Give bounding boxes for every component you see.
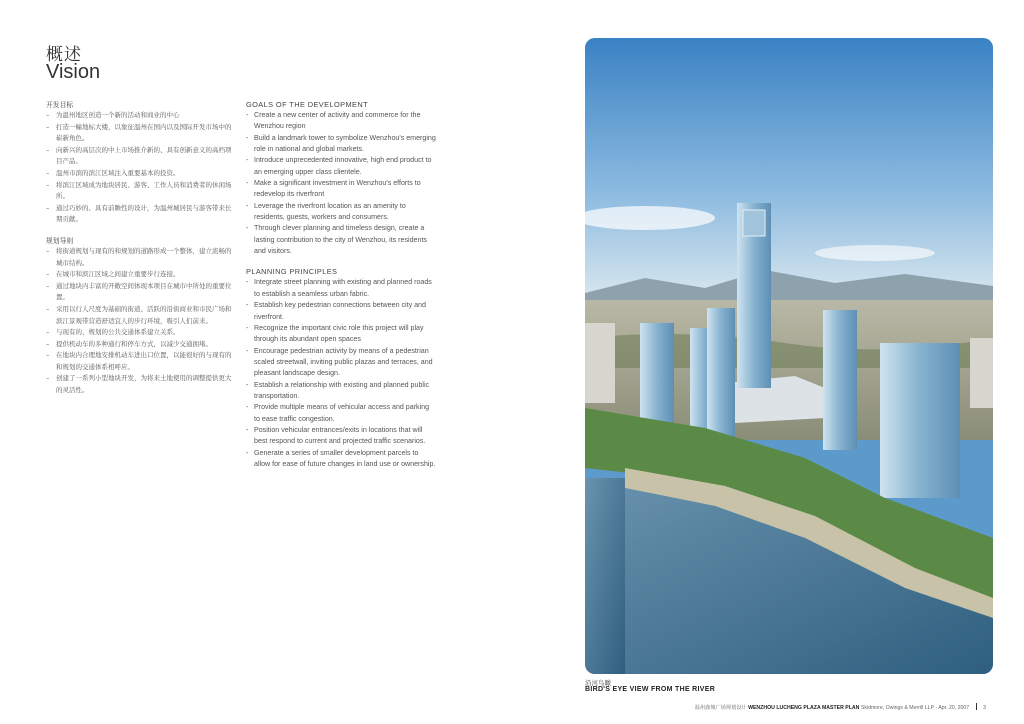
list-item: – 打造一幢地标大楼，以象征温州在国内以及国际开发市场中的崭新角色。 — [46, 122, 236, 145]
building — [970, 338, 993, 408]
english-column — [246, 100, 436, 470]
list-item: – 通过巧妙的、具有前瞻性的设计，为温州城居民与游客带来长期贡献。 — [46, 203, 236, 226]
list-item: - Introduce unprecedented innovative, high end product to an emerging upper class clientele. — [246, 155, 436, 178]
chinese-column — [46, 100, 236, 397]
caption-en: BIRD'S EYE VIEW FROM THE RIVER — [585, 686, 716, 693]
page-title-cn: 概述 — [46, 45, 82, 65]
list-item: – 提供机动车的多种通行和停车方式，以减少交通拥堵。 — [46, 339, 236, 351]
footer-project: WENZHOU LUCHENG PLAZA MASTER PLAN — [748, 705, 860, 711]
footer-firm-date: Skidmore, Owings & Merrill LLP - Apr. 20, 2007 — [860, 705, 970, 711]
list-item: - Provide multiple means of vehicular access and parking to ease traffic congestion. — [246, 402, 436, 425]
list-item: – 采用以行人尺度为基础的街道、活跃的沿街商业和市民广场和滨江景观带营造舒适宜人的步行环境，吸引人们前来。 — [46, 304, 236, 327]
list-item: – 创建了一系列小型地块开发，为将来土地使用的调整提供更大的灵活性。 — [46, 373, 236, 396]
building — [585, 323, 615, 403]
planning-en-list — [246, 277, 436, 470]
goals-en-list — [246, 110, 436, 257]
caption-cn: 沿河鸟瞰 — [585, 679, 611, 687]
list-item: – 温州市滨的滨江区域注入重要基本的投资。 — [46, 168, 236, 180]
list-item: - Position vehicular entrances/exits in locations that will best respond to current and projected traffic scenarios. — [246, 425, 436, 448]
tower — [707, 308, 735, 438]
planning-en-heading: PLANNING PRINCIPLES — [246, 267, 338, 277]
list-item: - Establish key pedestrian connections between city and riverfront. — [246, 300, 436, 323]
cloud — [815, 245, 935, 261]
list-item: – 向新兴的高层次的中上市场推介新的、具有创新意义的高档项目产品。 — [46, 145, 236, 168]
list-item: - Generate a series of smaller development parcels to allow for ease of future changes in land use or ownership. — [246, 448, 436, 471]
list-item: – 与现有的、规划的公共交通体系建立关系。 — [46, 327, 236, 339]
list-item: – 在城市和滨江区域之间建立重要步行连接。 — [46, 269, 236, 281]
list-item: – 通过地块内丰富的开敞空间体现本项目在城市中所处的重要位置。 — [46, 281, 236, 304]
goals-en-heading: GOALS OF THE DEVELOPMENT — [246, 100, 368, 109]
tower — [880, 343, 960, 498]
sky — [585, 38, 993, 298]
list-item: – 将滨江区域成为地块居民、游客、工作人员和消费者的休闲场所。 — [46, 180, 236, 203]
render-illustration — [585, 38, 993, 674]
goals-cn-heading: 开发目标 — [46, 101, 74, 109]
list-item: - Make a significant investment in Wenzhou's efforts to redevelop its riverfront — [246, 178, 436, 201]
list-item: - Integrate street planning with existing and planned roads to establish a seamless urban fabric. — [246, 277, 436, 300]
footer-divider — [976, 703, 977, 710]
list-item: - Through clever planning and timeless design, create a lasting contribution to the city of Wenzhou, its residents and visitors. — [246, 223, 436, 257]
list-item: – 在地块内合理地安排机动车进出口位置，以能很好的与现有的和规划的交通体系相呼应。 — [46, 350, 236, 373]
planning-cn-list — [46, 246, 236, 397]
footer-cn: 温州鹿城广场规划设计 — [694, 705, 747, 711]
list-item: - Encourage pedestrian activity by means of a pedestrian scaled streetwall, inviting public plazas and terraces, and pleasant landscape design. — [246, 346, 436, 380]
planning-cn-heading: 规划导则 — [46, 236, 74, 245]
list-item: - Create a new center of activity and commerce for the Wenzhou region — [246, 110, 436, 133]
page-number: 3 — [983, 705, 986, 711]
river-left — [585, 478, 625, 674]
birds-eye-render — [585, 38, 993, 674]
tower-crown — [743, 210, 765, 236]
list-item: - Build a landmark tower to symbolize Wenzhou's emerging role in national and global markets. — [246, 133, 436, 156]
tower — [823, 310, 857, 450]
list-item: – 将街道规划与现有的和规划的道路形成一个整体，建立流畅的城市结构。 — [46, 246, 236, 269]
page-title-en: Vision — [46, 61, 101, 83]
list-item: - Establish a relationship with existing and planned public transportation. — [246, 380, 436, 403]
page-footer — [695, 703, 986, 711]
goals-cn-list — [46, 110, 236, 226]
list-item: - Leverage the riverfront location as an amenity to residents, guests, workers and consumers. — [246, 201, 436, 224]
list-item: – 为温州地区创造一个新的活动和商业的中心 — [46, 110, 236, 122]
list-item: - Recognize the important civic role this project will play through its abundant open spaces — [246, 323, 436, 346]
